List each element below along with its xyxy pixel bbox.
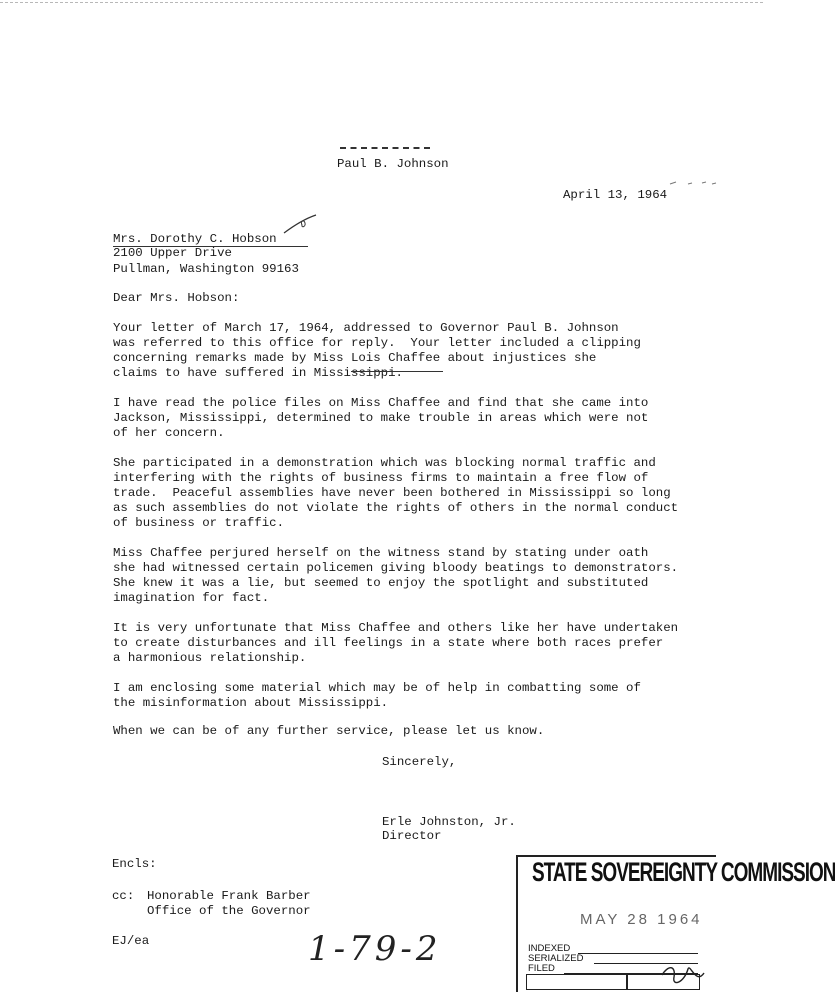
paragraph-line: to create disturbances and ill feelings in a state where both races prefer	[113, 636, 664, 650]
stamp-filed-label: FILED	[528, 963, 555, 974]
commission-stamp	[516, 855, 835, 992]
salutation: Dear Mrs. Hobson:	[113, 291, 240, 305]
stamp-serialized-label: SERIALIZED	[528, 953, 584, 964]
paragraph-line: When we can be of any further service, please let us know.	[113, 724, 545, 738]
paragraph-line: Jackson, Mississippi, determined to make trouble in areas which were not	[113, 411, 649, 425]
enclosures-label: Encls:	[112, 857, 157, 871]
stamp-initials-scribble	[658, 957, 708, 991]
page-top-edge	[0, 2, 763, 3]
header-divider	[340, 147, 430, 149]
stamp-title: STATE SOVEREIGNTY COMMISSION	[532, 858, 835, 889]
paragraph-line: of business or traffic.	[113, 516, 285, 530]
cc-label: cc:	[112, 889, 135, 903]
letter-date: April 13, 1964	[563, 188, 668, 202]
paragraph-line: I have read the police files on Miss Chaffee and find that she came into	[113, 396, 649, 410]
paragraph-line: imagination for fact.	[113, 591, 270, 605]
stray-mark	[668, 178, 718, 188]
paragraph-2	[113, 396, 693, 441]
closing: Sincerely,	[382, 755, 457, 769]
paragraph-line: as such assemblies do not violate the rights of others in the normal conduct	[113, 501, 679, 515]
paragraph-line: interfering with the rights of business firms to maintain a free flow of	[113, 471, 649, 485]
paragraph-line: of her concern.	[113, 426, 225, 440]
stamp-box-left	[526, 974, 628, 990]
recipient-city: Pullman, Washington 99163	[113, 262, 299, 276]
paragraph-line: the misinformation about Mississippi.	[113, 696, 389, 710]
paragraph-line: She participated in a demonstration which was blocking normal traffic and	[113, 456, 656, 470]
handwritten-file-number: 1-79-2	[308, 929, 442, 969]
typist-initials: EJ/ea	[112, 934, 150, 948]
paragraph-1	[113, 321, 693, 381]
stamp-indexed-label: INDEXED	[528, 943, 571, 954]
paragraph-6	[113, 681, 693, 711]
pen-mark	[282, 211, 318, 237]
paragraph-4	[113, 546, 693, 606]
paragraph-line: Your letter of March 17, 1964, addressed to Governor Paul B. Johnson	[113, 321, 619, 335]
paragraph-line: was referred to this office for reply. Your letter included a clipping	[113, 336, 641, 350]
paragraph-7	[113, 724, 693, 739]
signature-name: Erle Johnston, Jr.	[382, 815, 516, 829]
paragraph-line: It is very unfortunate that Miss Chaffee and others like her have undertaken	[113, 621, 679, 635]
cc-line-2: Office of the Governor	[147, 904, 311, 918]
paragraph-line: concerning remarks made by Miss Lois Chaffee about injustices she	[113, 351, 597, 365]
signature-title: Director	[382, 829, 442, 843]
stamp-date: MAY 28 1964	[580, 911, 703, 928]
paragraph-line: she had witnessed certain policemen giving bloody beatings to demonstrators.	[113, 561, 679, 575]
header-name: Paul B. Johnson	[337, 157, 449, 171]
paragraph-3	[113, 456, 693, 531]
paragraph-line: I am enclosing some material which may be of help in combatting some of	[113, 681, 641, 695]
paragraph-5	[113, 621, 693, 666]
paragraph-line: a harmonious relationship.	[113, 651, 307, 665]
stamp-indexed-line	[578, 953, 698, 954]
lois-chaffee-underline	[351, 371, 443, 372]
paragraph-line: trade. Peaceful assemblies have never been bothered in Mississippi so long	[113, 486, 671, 500]
paragraph-line: claims to have suffered in Mississippi.	[113, 366, 403, 380]
paragraph-line: Miss Chaffee perjured herself on the witness stand by stating under oath	[113, 546, 649, 560]
paragraph-line: She knew it was a lie, but seemed to enjoy the spotlight and substituted	[113, 576, 649, 590]
recipient-street: 2100 Upper Drive	[113, 246, 232, 260]
recipient-name: Mrs. Dorothy C. Hobson	[113, 232, 277, 246]
cc-line-1: Honorable Frank Barber	[147, 889, 311, 903]
